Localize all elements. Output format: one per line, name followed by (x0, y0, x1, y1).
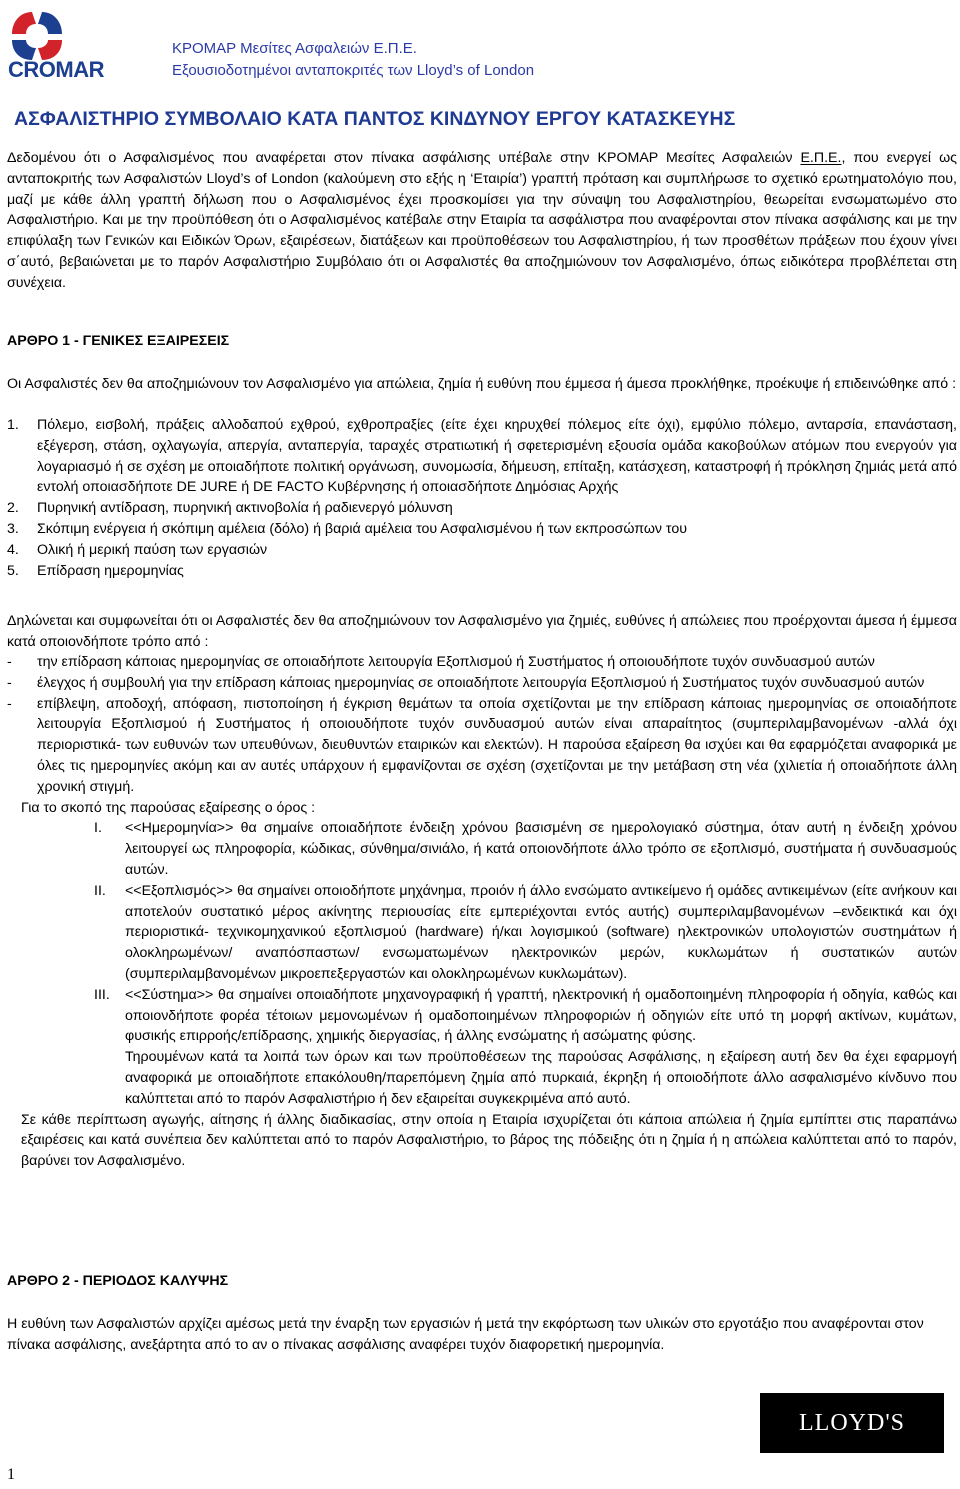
item-text: Ολική ή μερική παύση των εργασιών (37, 541, 268, 558)
item-text: έλεγχος ή συμβουλή για την επίδραση κάποιας ημερομηνίας σε οποιαδήποτε λειτουργία Εξοπλισμού ή Συστήματος τυχόν συνδυασμού αυτών (37, 674, 925, 691)
page-number: 1 (7, 1466, 15, 1483)
item-number: 5. (7, 562, 19, 579)
logo-mark (12, 12, 62, 60)
item-roman: II. (94, 882, 106, 899)
list-item (7, 652, 957, 673)
item-roman: I. (94, 820, 102, 837)
document-title: ΑΣΦΑΛΙΣΤΗΡΙΟ ΣΥΜΒΟΛΑΙΟ ΚΑΤΑ ΠΑΝΤΟΣ ΚΙΝΔΥΝΟΥ ΕΡΓΟΥ ΚΑΤΑΣΚΕΥΗΣ (14, 108, 736, 130)
date-exclusion-declaration: Δηλώνεται και συμφωνείται ότι οι Ασφαλιστές δεν θα αποζημιώνουν τον Ασφαλισμένο για ζημιές, ευθύνες ή απώλειες που προέρχονται άμεσα ή έμμεσα κατά οποιονδήποτε τρόπο από : (7, 613, 957, 650)
intro-text-underlined: Ε.Π.Ε. (800, 150, 842, 166)
lloyds-logo: LLOYD'S (760, 1393, 944, 1453)
company-name: ΚΡΟΜΑΡ Μεσίτες Ασφαλειών Ε.Π.Ε. (172, 40, 417, 57)
exclusions-list (7, 415, 957, 581)
item-text: Επίδραση ημερομηνίας (37, 562, 184, 579)
list-item (7, 818, 957, 880)
item-number: 2. (7, 500, 19, 517)
item-number: 3. (7, 520, 19, 537)
list-item (7, 561, 957, 582)
date-exclusion-items (7, 652, 957, 1172)
list-item (7, 694, 957, 798)
item-dash: - (7, 674, 12, 691)
article1-exclusions (7, 415, 957, 581)
intro-text-a: Δεδομένου ότι ο Ασφαλισμένος που αναφέρεται στον πίνακα ασφάλισης υπέβαλε στην ΚΡΟΜΑΡ Μεσίτες Ασφαλειών (7, 150, 801, 166)
intro-paragraph (7, 148, 957, 294)
list-item (7, 540, 957, 561)
item-text: Πυρηνική αντίδραση, πυρηνική ακτινοβολία ή ραδιενεργό μόλυνση (37, 500, 453, 517)
item-text: <<Εξοπλισμός>> θα σημαίνει οποιοδήποτε μηχάνημα, προιόν ή άλλο ενσώματο αντικείμενο ή ομάδες αντικειμένων (είτε ανήκουν και αποτελούν συστατικό μέρος ακίνητης περιουσίας είτε εμπεριέχονται εντός αυτής) συμπεριλαμβανομένων –ενδεικτικά και όχι περιοριστικά- τεχνικομηχανικού εξοπλισμού (hardware) ή/και λογισμικού (software) ηλεκτρονικών υπολογιστών συστημάτων ή ολοκληρωμένων/ αναπόσπαστων/ ενσωματωμένων ηλεκτρονικών μερών, κυκλωμάτων ή συστατικών αυτών (συμπεριλαμβανομένων μικροεπεξεργαστών και ολοκληρωμένων κυκλωμάτων). (125, 882, 957, 982)
item-roman: III. (94, 986, 110, 1003)
logo-wordmark: CROMAR (8, 57, 104, 80)
purpose-line: Για το σκοπό της παρούσας εξαίρεσης ο όρος : (21, 799, 316, 816)
item-text: Σκόπιμη ενέργεια ή σκόπιμη αμέλεια (δόλο) ή βαριά αμέλεια του Ασφαλισμένου ή των εκπροσώπων του (37, 520, 687, 537)
list-item (7, 415, 957, 498)
item-text: <<Ημερομηνία>> θα σημαίνε οποιαδήποτε ένδειξη χρόνου βασισμένη σε ημερολογιακό σύστημα, όταν αυτή η ένδειξη χρόνου λειτουργεί ως πληροφορία, κώδικας, σύνθημα/σινιάλο, ή κατά οποιονδήποτε άλλο τρόπο σε εξοπλισμό, συστήματα ή συνδυασμούς αυτών. (125, 820, 957, 878)
item-text: την επίδραση κάποιας ημερομηνίας σε οποιαδήποτε λειτουργία Εξοπλισμού ή Συστήματος ή οποιουδήποτε τυχόν συνδυασμού αυτών (37, 654, 875, 670)
item-text: επίβλεψη, αποδοχή, απόφαση, πιστοποίηση ή έγκριση θεμάτων τα οποία σχετίζονται με την επίδραση κάποιας ημερομηνίας σε οποιαδήποτε λειτουργία Εξοπλισμού ή Συστήματος ή οποιουδήποτε τυχόν συνδυασμού αυτών είναι απαραίτητος (συμπεριλαμβανομένων -αλλά όχι περιοριστικά- των ευθυνών των υπευθύνων, διευθυντών εταιρικών και ελεκτών). Η παρούσα εξαίρεση θα ισχύει και θα εφαρμόζεται αναφορικά με όλες τις ημερομηνίες ακόμη και αν αυτές υπάρχουν ή εμφανίζονται σε σχέση (σχετίζονται με την μετάβαση στη νέα (χιλιετία ή οποιαδήποτε άλλη χρονική στιγμή. (37, 695, 957, 795)
dash-list (7, 652, 957, 798)
cromar-logo (6, 4, 134, 80)
list-item (7, 498, 957, 519)
list-item (7, 881, 957, 985)
item-text: Πόλεμο, εισβολή, πράξεις αλλοδαπού εχθρού, εχθροπραξίες (είτε έχει κηρυχθεί πόλεμος είτε όχι), εμφύλιο πόλεμο, ανταρσία, επανάσταση, εξέγερση, στάση, οχλαγωγία, απεργία, ανταπεργία, ταραχές στρατιωτική ή σφετερισμένη εξουσία ομάδα κακοβούλων ατόμων που ενεργούν για λογαριασμό ή σε σχέση με οποιαδήποτε πολιτική οργάνωση, συνομωσία, δήμευση, επίταξη, κατάσχεση, καταστροφή ή πρόκληση ζημιάς μετά από εντολή οποιασδήποτε DE JURE ή DE FACTO Κυβέρνησης ή οποιασδήποτε Δημόσιας Αρχής (37, 417, 957, 496)
article2-text: Η ευθύνη των Ασφαλιστών αρχίζει αμέσως μετά την έναρξη των εργασιών ή μετά την εκφόρτωση των υλικών στο εργοτάξιο που αναφέρονται στον πίνακα ασφάλισης, ανεξάρτητα από το αν ο πίνακας ασφάλισης αναφέρει τυχόν διαφορετική ημερομηνία. (7, 1316, 924, 1353)
list-item (7, 673, 957, 694)
intro-text-b: , που ενεργεί ως ανταποκριτής των Ασφαλιστών Lloyd’s of London (καλούμενη στο εξής η ‘Εταιρία’) γραπτή πρόταση και συμπλήρωσε το σχετικό ερωτηματολόγιο που, μαζί με κάθε άλλη γραπτή δήλωση που ο Ασφαλισμένος έχει προσκομίσει για την σύναψη του Ασφαλιστηρίου, θεωρείται ενσωματωμένο στο Ασφαλιστήριο. Και με την προϋπόθεση ότι ο Ασφαλισμένος κατέβαλε στην Εταιρία τα ασφάλιστρα που αναφέρονται στον πίνακα ασφάλισης και με την επιφύλαξη των Γενικών και Ειδικών Όρων, εξαιρέσεων, διατάξεων και προϋποθέσεων του Ασφαλιστηρίου, ή των προσθέτων πράξεων που έχουν γίνει σ΄αυτό, βεβαιώνεται με το παρόν Ασφαλιστήριο Συμβόλαιο ότι οι Ασφαλιστές θα αποζημιώνουν τον Ασφαλισμένο, όπως ειδικότερα προβλέπεται στη συνέχεια. (7, 150, 957, 291)
case-paragraph: Σε κάθε περίπτωση αγωγής, αίτησης ή άλλης διαδικασίας, στην οποία η Εταιρία ισχυρίζεται ότι κάποια απώλεια ή ζημία εμπίπτει στις παραπάνω εξαιρέσεις και κατά συνέπεια δεν καλύπτεται από το παρόν Ασφαλιστήριο, το βάρος της πόδειξης ότι η ζημία ή η απώλεια καλύπτεται από το παρόν, βαρύνει τον Ασφαλισμένο. (21, 1111, 957, 1170)
item-text: <<Σύστημα>> θα σημαίνει οποιαδήποτε μηχανογραφική ή γραπτή, ηλεκτρονική ή ομαδοποιημένη πληροφορία ή οδηγία, καθώς και οποιονδήποτε φορέα τέτοιων μεμονωμένων ή ομαδοποιημένων πληροφοριών ή οδηγιών είτε υπό τη μορφή ακτίνων, κυμάτων, φυσικής επιρροής/επίδρασης, χημικής διεργασίας, ή άλλης ενσώματης ή ασώματης φύσης. (125, 986, 957, 1045)
company-subtitle: Εξουσιοδοτημένοι ανταποκριτές των Lloyd’s of London (172, 62, 535, 79)
article1-lead: Οι Ασφαλιστές δεν θα αποζημιώνουν τον Ασφαλισμένο για απώλεια, ζημία ή ευθύνη που έμμεσα ή άμεσα προκλήθηκε, προέκυψε ή επιδεινώθηκε από : (7, 376, 957, 392)
article1-title: ΑΡΘΡΟ 1 - ΓΕΝΙΚΕΣ ΕΞΑΙΡΕΣΕΙΣ (7, 333, 230, 349)
definitions-list (7, 818, 957, 1047)
list-item (7, 985, 957, 1047)
list-item (7, 519, 957, 540)
kept-paragraph: Τηρουμένων κατά τα λοιπά των όρων και των προϋποθέσεων της παρούσας Ασφάλισης, η εξαίρεση αυτή δεν θα έχει εφαρμογή αναφορικά με οποιαδήποτε επακόλουθη/παρεπόμενη ζημία από πυρκαιά, έκρηξη ή οποιοδήποτε άλλο ασφαλισμένο κίνδυνο που καλύπτεται από το παρόν Ασφαλιστήριο ή δεν εξαιρείται συγκεκριμένα από αυτό. (125, 1049, 957, 1107)
item-dash: - (7, 695, 12, 712)
article2-title: ΑΡΘΡΟ 2 - ΠΕΡΙΟΔΟΣ ΚΑΛΥΨΗΣ (7, 1273, 229, 1289)
item-dash: - (7, 654, 12, 670)
item-number: 1. (7, 417, 19, 433)
item-number: 4. (7, 541, 19, 558)
